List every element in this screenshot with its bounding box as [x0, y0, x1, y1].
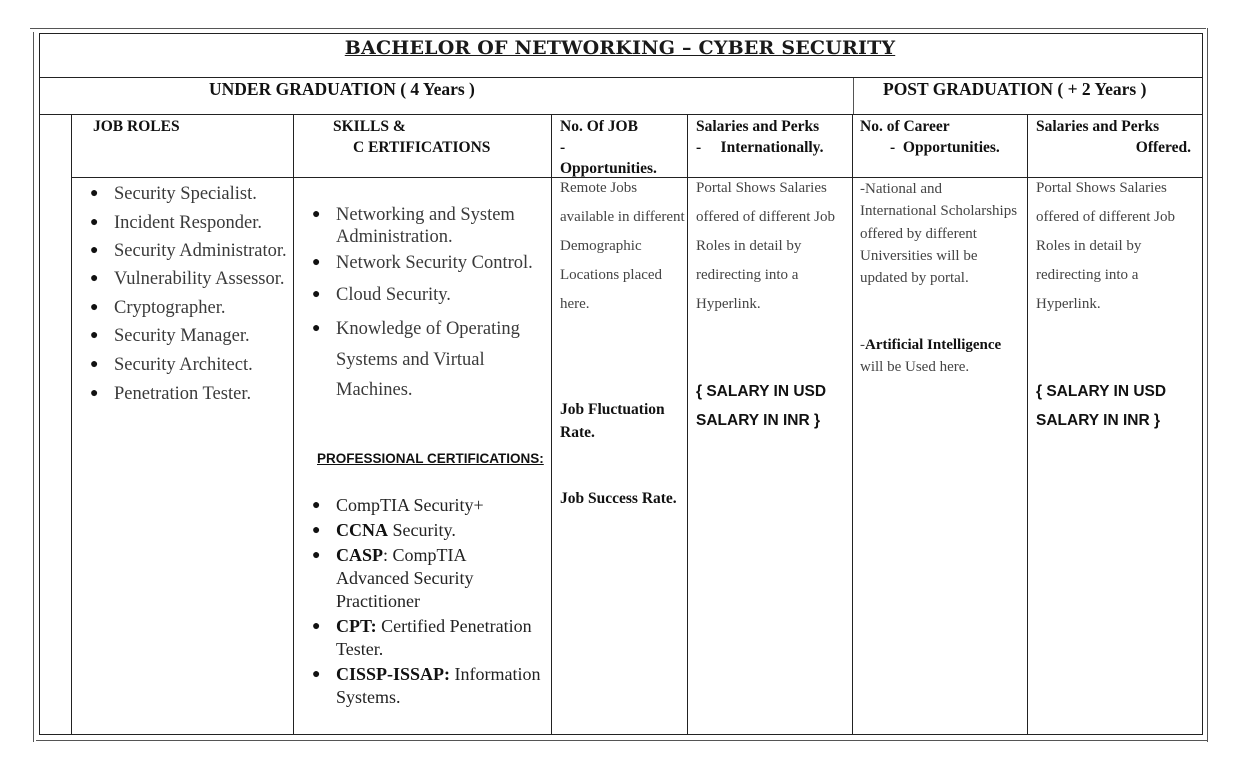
certifications-list [312, 494, 541, 709]
col-divider-1 [293, 114, 294, 734]
list-item: ● Security Administrator. [114, 238, 289, 266]
under-graduation-header: UNDER GRADUATION ( 4 Years ) [209, 79, 475, 99]
document-title: BACHELOR OF NETWORKING – CYBER SECURITY [344, 37, 896, 59]
table-left-border [39, 33, 40, 735]
list-item: ● Security Manager. [114, 322, 289, 351]
header-job-opportunities [560, 116, 657, 179]
list-item: ● Networking and System Administration. [312, 205, 515, 247]
list-item: ● Penetration Tester. [114, 380, 289, 409]
header-job-opp-line2: - [560, 139, 566, 156]
bullet-icon: ● [312, 619, 321, 634]
salaries-intl-inr: SALARY IN INR } [696, 412, 821, 429]
col-divider-0 [71, 114, 72, 734]
section-divider [853, 78, 854, 114]
list-item: ● Network Security Control. [312, 253, 533, 273]
artificial-intelligence-text: -Artificial Intelligence will be Used here. [860, 337, 1002, 376]
table-top-border [39, 33, 1202, 34]
salaries-offered-usd: { SALARY IN USD [1036, 383, 1167, 400]
list-item: ● CPT: Certified Penetration Tester. [312, 616, 532, 659]
salaries-intl-usd: { SALARY IN USD [696, 383, 827, 400]
table-right-border [1202, 33, 1203, 735]
page-bottom-rule [36, 740, 1208, 741]
header-salaries-offered-line1: Salaries and Perks [1036, 118, 1160, 135]
bullet-icon: ● [90, 357, 99, 373]
page-left-rule [33, 32, 34, 742]
header-career-opportunities [860, 116, 1000, 158]
bullet-icon: ● [312, 523, 321, 538]
page-top-rule [30, 28, 1206, 29]
page-right-rule [1207, 28, 1208, 742]
bullet-icon: ● [312, 321, 321, 336]
bullet-icon: ● [90, 299, 99, 315]
bullet-icon: ● [312, 207, 321, 222]
list-item: ● CCNA Security. [312, 520, 456, 540]
salaries-offered-inr: SALARY IN INR } [1036, 412, 1161, 429]
col-divider-3 [687, 114, 688, 734]
header-skills-line2: C ERTIFICATIONS [353, 139, 491, 156]
list-item: ● Security Specialist. [114, 180, 289, 209]
header-job-roles: JOB ROLES [93, 118, 180, 135]
post-graduation-header: POST GRADUATION ( + 2 Years ) [883, 79, 1147, 99]
bullet-icon: ● [312, 548, 321, 563]
header-job-opp-line1: No. Of JOB [560, 118, 638, 135]
table-bottom-border [39, 734, 1202, 735]
bullet-icon: ● [90, 328, 99, 344]
header-skills [333, 116, 490, 158]
career-opportunities-text: -National and International Scholarships offered by different Universities will be updated by portal. [860, 181, 1018, 287]
bullet-icon: ● [90, 385, 99, 401]
bullet-icon: ● [90, 214, 99, 230]
list-item: ● CISSP-ISSAP: Information Systems. [312, 664, 541, 707]
bullet-icon: ● [312, 498, 321, 513]
job-success-rate: Job Success Rate. [560, 490, 677, 507]
salaries-intl-text: Portal Shows Salaries offered of different Job Roles in detail by redirecting into a Hyperlink. [696, 180, 835, 312]
list-item: ● Cloud Security. [312, 285, 451, 305]
bullet-icon: ● [312, 287, 321, 302]
col-divider-5 [1027, 114, 1028, 734]
header-salaries-intl [696, 116, 823, 158]
job-fluctuation-rate: Job Fluctuation Rate. [560, 401, 665, 441]
bullet-icon: ● [90, 186, 99, 201]
list-item: ● Knowledge of Operating Systems and Virtual Machines. [336, 314, 541, 406]
col-divider-4 [852, 114, 853, 734]
list-item: ● Vulnerability Assessor. [114, 266, 289, 294]
bullet-icon: ● [312, 255, 321, 270]
header-salaries-intl-line1: Salaries and Perks [696, 118, 820, 135]
header-job-opp-line3: Opportunities. [560, 160, 657, 177]
header-skills-line1: SKILLS & [333, 118, 406, 135]
bullet-icon: ● [90, 242, 99, 258]
list-item: ● Incident Responder. [114, 209, 289, 238]
header-career-opp-line1: No. of Career [860, 118, 950, 135]
job-roles-list [90, 180, 289, 409]
header-career-opp-line2: - Opportunities. [890, 139, 1000, 156]
bullet-icon: ● [312, 667, 321, 682]
title-divider [39, 77, 1202, 78]
salaries-offered-text: Portal Shows Salaries offered of different Job Roles in detail by redirecting into a Hyperlink. [1036, 180, 1175, 312]
col-divider-2 [551, 114, 552, 734]
header-salaries-offered-line2: Offered. [1135, 139, 1191, 156]
list-item: ● CASP: CompTIA Advanced Security Practitioner [312, 545, 474, 611]
remote-jobs-text: Remote Jobs available in different Demographic Locations placed here. [560, 180, 685, 312]
skills-list [312, 204, 541, 406]
header-salaries-offered [1036, 116, 1191, 158]
professional-certifications-label: PROFESSIONAL CERTIFICATIONS: [317, 451, 544, 466]
list-item: ● Cryptographer. [114, 294, 289, 323]
bullet-icon: ● [90, 270, 99, 286]
header-salaries-intl-line2: - Internationally. [696, 139, 824, 156]
list-item: ● Security Architect. [114, 351, 289, 380]
list-item: ● CompTIA Security+ [312, 495, 484, 515]
